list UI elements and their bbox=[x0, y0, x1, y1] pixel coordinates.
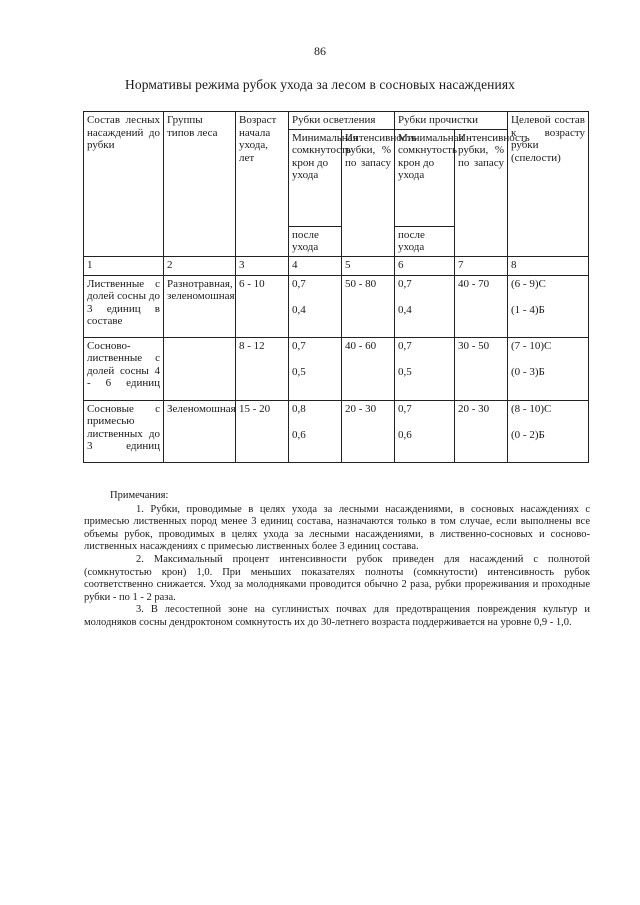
document-title: Нормативы режима рубок ухода за лесом в сосновых насаждениях bbox=[125, 77, 515, 92]
value-after: 0,4 bbox=[292, 304, 306, 316]
target-birch: (0 - 2)Б bbox=[511, 429, 545, 441]
clar-intensity-cell: 50 - 80 bbox=[342, 275, 395, 337]
notes-section bbox=[84, 490, 590, 630]
col-number: 6 bbox=[395, 256, 455, 275]
target-pine: (8 - 10)С bbox=[511, 402, 552, 415]
target-birch: (1 - 4)Б bbox=[511, 304, 545, 316]
age-cell: 15 - 20 bbox=[236, 400, 289, 462]
page-number: 86 bbox=[314, 44, 326, 58]
age-cell: 8 - 12 bbox=[236, 337, 289, 400]
value-before: 0,7 bbox=[292, 339, 306, 352]
clean-min-cell bbox=[395, 400, 455, 462]
note-item: 1. Рубки, проводимые в целях ухода за лесными насаждениями, в сосновых насаждениях с примесью лиственных пород менее 3 единиц состава, назначаются только в том случае, если выполнены все объемы рубок, проводимых в целях ухода за лесными насаждениями, в лиственно-сосновых и сосново-лиственных насаждениях с примесью лиственных более 3 единиц состава. bbox=[84, 503, 590, 553]
col-number: 2 bbox=[164, 256, 236, 275]
col-number: 5 bbox=[342, 256, 395, 275]
forest-type-cell: Зеленомошная bbox=[164, 400, 236, 462]
value-after: 0,5 bbox=[398, 366, 412, 378]
value-after: 0,6 bbox=[398, 429, 412, 441]
norms-table bbox=[83, 111, 589, 463]
col-number: 8 bbox=[508, 256, 589, 275]
header-clean-intensity: Интенсивность рубки, % по запасу bbox=[455, 129, 508, 256]
note-item: 2. Максимальный процент интенсивности рубок приведен для насаждений с полнотой (сомкнутостью крон) 1,0. При меньших показателях полноты (сомкнутости) интенсивность рубок соответственно снижается. Уход за молодняками проводится обычно 2 раза, рубки прореживания и проходные рубки - по 1 - 2 раза. bbox=[84, 553, 590, 603]
forest-type-cell: Разнотравная, зеленомошная bbox=[164, 275, 236, 337]
value-after: 0,4 bbox=[398, 304, 412, 316]
table-row bbox=[84, 337, 589, 400]
clean-min-cell bbox=[395, 337, 455, 400]
target-cell bbox=[508, 337, 589, 400]
col-number: 1 bbox=[84, 256, 164, 275]
col-number: 3 bbox=[236, 256, 289, 275]
header-target: Целевой состав к возрасту рубки (спелости) bbox=[508, 112, 589, 257]
header-clarification: Рубки осветления bbox=[289, 112, 395, 130]
value-before: 0,7 bbox=[398, 339, 412, 352]
value-before: 0,7 bbox=[398, 402, 412, 415]
clean-intensity-cell: 30 - 50 bbox=[455, 337, 508, 400]
composition-cell: Сосново-лиственные с долей сосны 4 - 6 единиц bbox=[84, 337, 164, 400]
value-before: 0,8 bbox=[292, 402, 306, 415]
table-row bbox=[84, 275, 589, 337]
target-pine: (7 - 10)С bbox=[511, 339, 552, 352]
target-birch: (0 - 3)Б bbox=[511, 366, 545, 378]
col-number: 4 bbox=[289, 256, 342, 275]
target-pine: (6 - 9)С bbox=[511, 277, 546, 290]
header-composition: Состав лесных насаждений до рубки bbox=[84, 112, 164, 257]
clean-min-cell bbox=[395, 275, 455, 337]
note-item: 3. В лесостепной зоне на суглинистых почвах для предотвращения повреждения культур и молодняков сосны дендроктоном сомкнутость их до 30-летнего возраста поддерживается на уровне 0,9 - 1,0. bbox=[84, 604, 590, 628]
header-cleaning: Рубки прочистки bbox=[395, 112, 508, 130]
notes-heading: Примечания: bbox=[110, 490, 169, 501]
forest-type-cell bbox=[164, 337, 236, 400]
age-cell: 6 - 10 bbox=[236, 275, 289, 337]
value-before: 0,7 bbox=[398, 277, 412, 290]
clean-intensity-cell: 20 - 30 bbox=[455, 400, 508, 462]
clar-min-cell bbox=[289, 337, 342, 400]
target-cell bbox=[508, 275, 589, 337]
header-forest-type: Группы типов леса bbox=[164, 112, 236, 257]
value-after: 0,6 bbox=[292, 429, 306, 441]
clean-intensity-cell: 40 - 70 bbox=[455, 275, 508, 337]
clar-min-cell bbox=[289, 400, 342, 462]
composition-cell: Сосновые с примесью лиственных до 3 единиц bbox=[84, 400, 164, 462]
value-before: 0,7 bbox=[292, 277, 306, 290]
header-clar-intensity: Интенсивность рубки, % по запасу bbox=[342, 129, 395, 256]
clar-intensity-cell: 20 - 30 bbox=[342, 400, 395, 462]
clar-min-cell bbox=[289, 275, 342, 337]
clar-intensity-cell: 40 - 60 bbox=[342, 337, 395, 400]
header-clean-min-density: Минимальная сомкнутость крон до ухода bbox=[395, 129, 455, 226]
value-after: 0,5 bbox=[292, 366, 306, 378]
header-start-age: Возраст начала ухода, лет bbox=[236, 112, 289, 257]
target-cell bbox=[508, 400, 589, 462]
composition-cell: Лиственные с долей сосны до 3 единиц в составе bbox=[84, 275, 164, 337]
header-clar-after: после ухода bbox=[289, 226, 342, 256]
header-clar-min-density: Минимальная сомкнутость крон до ухода bbox=[289, 129, 342, 226]
table-row bbox=[84, 400, 589, 462]
header-clean-after: после ухода bbox=[395, 226, 455, 256]
column-number-row bbox=[84, 256, 589, 275]
col-number: 7 bbox=[455, 256, 508, 275]
header-row bbox=[84, 112, 589, 130]
